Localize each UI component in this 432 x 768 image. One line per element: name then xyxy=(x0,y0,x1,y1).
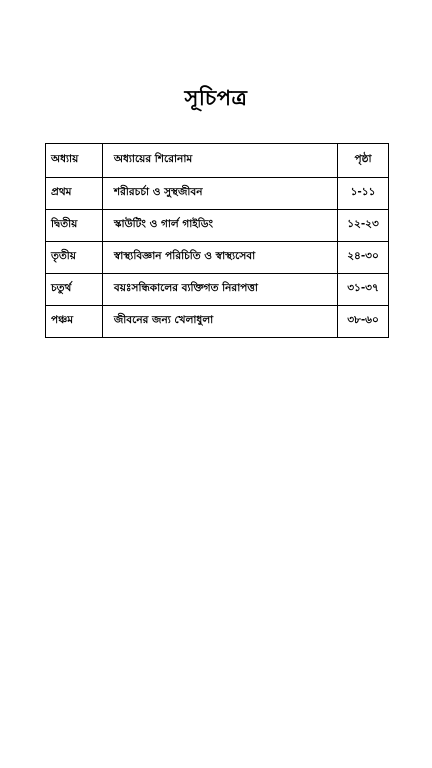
page-range-cell: ১-১১ xyxy=(338,178,389,210)
heading-cell: জীবনের জন্য খেলাধুলা xyxy=(102,306,337,338)
chapter-cell: দ্বিতীয় xyxy=(46,210,103,242)
heading-cell: শরীরচর্চা ও সুস্থজীবন xyxy=(102,178,337,210)
header-heading: অধ্যায়ের শিরোনাম xyxy=(102,144,337,178)
table-row xyxy=(46,242,389,274)
table-header-row xyxy=(46,144,389,178)
heading-cell: স্কাউটিং ও গার্ল গাইডিং xyxy=(102,210,337,242)
page-range-cell: ৩১-৩৭ xyxy=(338,274,389,306)
chapter-cell: চতুর্থ xyxy=(46,274,103,306)
chapter-cell: তৃতীয় xyxy=(46,242,103,274)
chapter-cell: প্রথম xyxy=(46,178,103,210)
table-row xyxy=(46,274,389,306)
header-page: পৃষ্ঠা xyxy=(338,144,389,178)
page-range-cell: ১২-২৩ xyxy=(338,210,389,242)
table-row xyxy=(46,210,389,242)
table-row xyxy=(46,306,389,338)
heading-cell: স্বাস্থ্যবিজ্ঞান পরিচিতি ও স্বাস্থ্যসেবা xyxy=(102,242,337,274)
page-range-cell: ২৪-৩০ xyxy=(338,242,389,274)
table-row xyxy=(46,178,389,210)
table-of-contents xyxy=(45,143,389,338)
chapter-cell: পঞ্চম xyxy=(46,306,103,338)
page-range-cell: ৩৮-৬০ xyxy=(338,306,389,338)
header-chapter: অধ্যায় xyxy=(46,144,103,178)
page-title: সূচিপত্র xyxy=(184,86,248,110)
heading-cell: বয়ঃসন্ধিকালের ব্যক্তিগত নিরাপত্তা xyxy=(102,274,337,306)
